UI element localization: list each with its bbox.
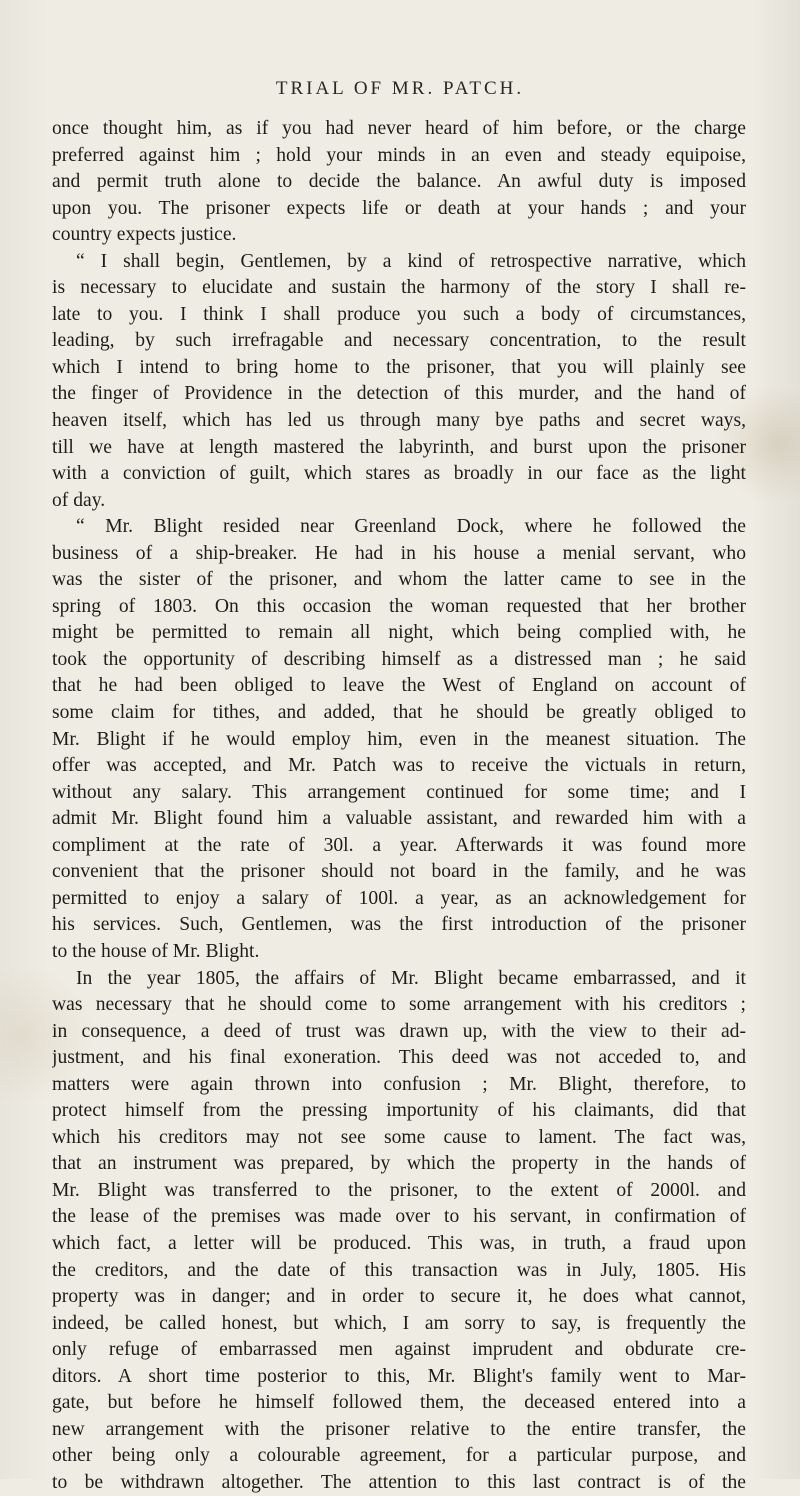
- text-line: which his creditors may not see some cause to lament. The fact was,: [52, 1126, 746, 1148]
- text-line: admit Mr. Blight found him a valuable assistant, and rewarded him with a: [52, 808, 746, 830]
- text-line: the lease of the premises was made over to his servant, in confirmation of: [52, 1206, 746, 1228]
- text-line: was the sister of the prisoner, and whom the latter came to see in the: [52, 569, 746, 591]
- text-line: In the year 1805, the affairs of Mr. Blight became embarrassed, and it: [76, 967, 746, 989]
- running-title: TRIAL OF MR. PATCH.: [275, 78, 525, 99]
- text-line: leading, by such irrefragable and necessary concentration, to the result: [52, 330, 746, 352]
- text-line: to the house of Mr. Blight.: [52, 940, 260, 962]
- text-line: till we have at length mastered the labyrinth, and burst upon the prisoner: [52, 436, 746, 458]
- text-line: with a conviction of guilt, which stares as broadly in our face as the light: [52, 463, 746, 485]
- text-line: without any salary. This arrangement continued for some time; and I: [52, 781, 746, 803]
- text-line: once thought him, as if you had never heard of him before, or the charge: [52, 118, 746, 139]
- text-line: Mr. Blight if he would employ him, even in the meanest situation. The: [52, 728, 746, 750]
- text-line: of day.: [52, 489, 106, 511]
- text-line: that an instrument was prepared, by which the property in the hands of: [52, 1153, 746, 1175]
- text-line: which fact, a letter will be produced. This was, in truth, a fraud upon: [52, 1232, 746, 1254]
- text-line: new arrangement with the prisoner relative to the entire transfer, the: [52, 1418, 746, 1440]
- text-line: in consequence, a deed of trust was drawn up, with the view to their ad-: [52, 1020, 746, 1042]
- text-line: which I intend to bring home to the prisoner, that you will plainly see: [52, 356, 746, 378]
- text-line: preferred against him ; hold your minds in an even and steady equipoise,: [52, 144, 746, 166]
- text-line: justment, and his final exoneration. This deed was not acceded to, and: [52, 1047, 746, 1069]
- text-line: indeed, be called honest, but which, I am sorry to say, is frequently the: [52, 1312, 746, 1334]
- text-line: compliment at the rate of 30l. a year. Afterwards it was found more: [52, 834, 746, 856]
- text-line: spring of 1803. On this occasion the woman requested that her brother: [52, 595, 746, 617]
- text-line: country expects justice.: [52, 224, 237, 246]
- text-line: might be permitted to remain all night, which being complied with, he: [52, 622, 746, 644]
- text-line: his services. Such, Gentlemen, was the first introduction of the prisoner: [52, 914, 746, 936]
- text-line: gate, but before he himself followed them, the deceased entered into a: [52, 1392, 746, 1414]
- text-line: was necessary that he should come to some arrangement with his creditors ;: [52, 994, 746, 1016]
- text-line: matters were again thrown into confusion ; Mr. Blight, therefore, to: [52, 1073, 746, 1095]
- text-line: the finger of Providence in the detection of this murder, and the hand of: [52, 383, 746, 405]
- text-line: other being only a colourable agreement, for a particular purpose, and: [52, 1445, 746, 1467]
- text-line: Mr. Blight was transferred to the prisoner, to the extent of 2000l. and: [52, 1179, 746, 1201]
- text-line: upon you. The prisoner expects life or death at your hands ; and your: [52, 197, 746, 219]
- text-line: protect himself from the pressing importunity of his claimants, did that: [52, 1100, 746, 1122]
- text-line: late to you. I think I shall produce you such a body of circumstances,: [52, 303, 746, 325]
- text-line: is necessary to elucidate and sustain the harmony of the story I shall re-: [52, 277, 746, 299]
- text-line: convenient that the prisoner should not board in the family, and he was: [52, 861, 746, 883]
- text-line: offer was accepted, and Mr. Patch was to receive the victuals in return,: [52, 755, 746, 777]
- text-line: that he had been obliged to leave the West of England on account of: [52, 675, 746, 697]
- text-line: property was in danger; and in order to secure it, he does what cannot,: [52, 1286, 746, 1308]
- text-line: and permit truth alone to decide the balance. An awful duty is imposed: [52, 171, 746, 193]
- text-line: permitted to enjoy a salary of 100l. a year, as an acknowledgement for: [52, 887, 746, 909]
- text-line: only refuge of embarrassed men against imprudent and obdurate cre-: [52, 1339, 746, 1361]
- text-line: “ Mr. Blight resided near Greenland Dock, where he followed the: [76, 516, 746, 538]
- body-text: [52, 116, 746, 1496]
- text-line: business of a ship-breaker. He had in his house a menial servant, who: [52, 542, 746, 564]
- text-line: some claim for tithes, and added, that he should be greatly obliged to: [52, 702, 746, 724]
- text-line: to be withdrawn altogether. The attention to this last contract is of the: [52, 1471, 746, 1493]
- text-line: heaven itself, which has led us through many bye paths and secret ways,: [52, 410, 746, 432]
- text-line: took the opportunity of describing himself as a distressed man ; he said: [52, 648, 746, 670]
- text-line: ditors. A short time posterior to this, Mr. Blight's family went to Mar-: [52, 1365, 746, 1387]
- text-line: “ I shall begin, Gentlemen, by a kind of retrospective narrative, which: [76, 250, 746, 272]
- text-line: the creditors, and the date of this transaction was in July, 1805. His: [52, 1259, 746, 1281]
